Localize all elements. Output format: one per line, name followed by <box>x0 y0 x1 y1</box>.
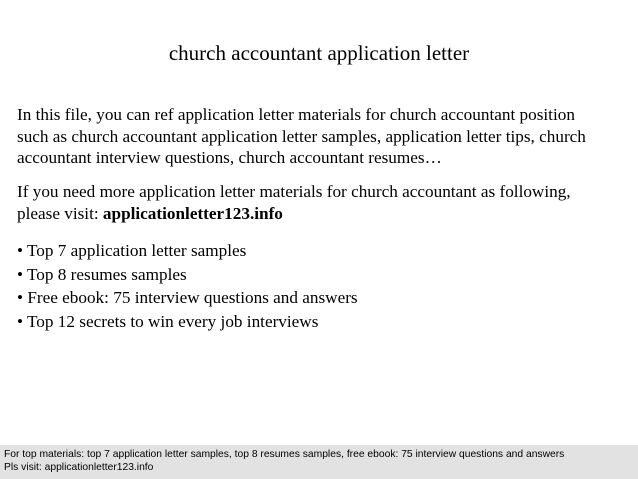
bullet-list <box>17 239 629 333</box>
visit-line: If you need more application letter materials for church accountant as following, <box>17 182 571 201</box>
list-item: • Top 8 resumes samples <box>17 264 187 284</box>
footer-line: Pls visit: applicationletter123.info <box>4 461 154 473</box>
intro-line: such as church accountant application letter samples, application letter tips, church <box>17 126 586 146</box>
footer-bar <box>0 445 638 479</box>
list-item: • Free ebook: 75 interview questions and answers <box>17 288 358 307</box>
visit-prefix: please visit: <box>17 203 103 223</box>
visit-line-2 <box>17 203 629 225</box>
intro-line: In this file, you can ref application letter materials for church accountant position <box>17 105 575 124</box>
page-title: church accountant application letter <box>168 41 470 65</box>
visit-paragraph <box>17 181 629 224</box>
list-item: • Top 12 secrets to win every job interviews <box>17 311 319 331</box>
website-link[interactable]: applicationletter123.info <box>102 203 283 223</box>
intro-line: accountant interview questions, church accountant resumes… <box>17 148 442 167</box>
footer-line: For top materials: top 7 application letter samples, top 8 resumes samples, free ebook: 75 interview questions and answers <box>4 449 565 460</box>
intro-paragraph <box>17 104 629 169</box>
list-item: • Top 7 application letter samples <box>17 241 247 260</box>
